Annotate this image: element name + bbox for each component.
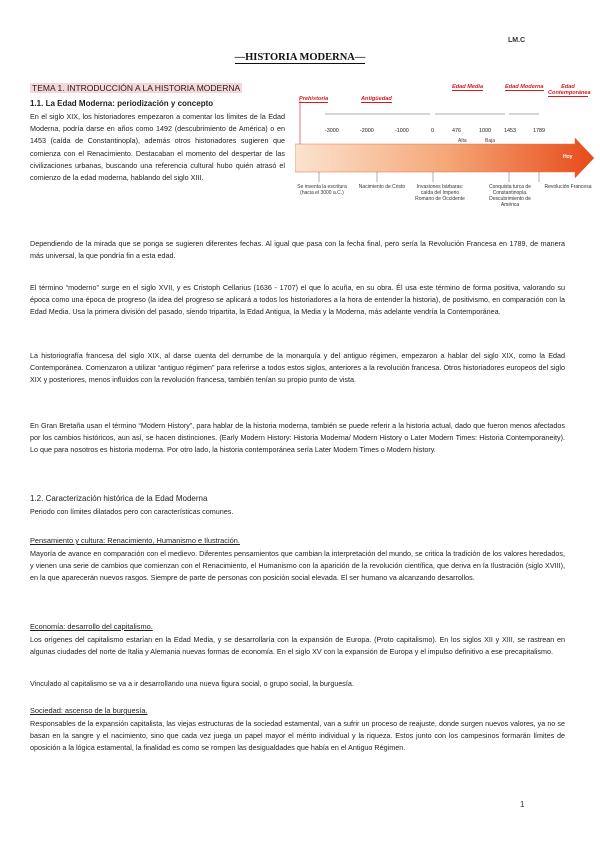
timeline-note: Se inventa la escritura (hacia el 3000 a.C.) — [297, 184, 347, 196]
document-title — [0, 52, 600, 63]
timeline-note: Revolución Francesa — [544, 184, 592, 190]
timeline-sub-alta: Alta — [458, 138, 467, 144]
page-number: 1 — [520, 800, 525, 809]
timeline-period-edad-media: Edad Media — [452, 84, 484, 90]
paragraph-termino-moderno: El término “moderno” surge en el siglo XVII, y es Cristoph Cellarius (1636 - 1707) el que lo acuña, en su obra. Él usa este término de forma positiva, valorando su época como una época de progreso (la idea del progreso se aplicará a todos los historiadores a la hora de entender la historia), de positivismo, en comparación con la Edad Media. Usa la primera división del pasado, siendo tripartita, la Edad Antigua, la Media y la Moderna, más adelante vendría la Contemporánea. — [30, 283, 565, 317]
subheading-pensamiento: Pensamiento y cultura: Renacimiento, Humanismo e Ilustración. — [30, 536, 240, 545]
timeline-period-contemporanea: Edad Contemporánea — [548, 84, 591, 96]
timeline-note: Invasiones bárbaras: caída del Imperio Romano de Occidente — [415, 184, 465, 202]
timeline-arrow-label: Hoy — [563, 154, 573, 160]
paragraph-pensamiento: Mayoría de avance en comparación con el medievo. Diferentes pensamientos que cambian la interpretación del mundo, se critica la tradición de los valores heredados, y vienen una serie de cambios que comienzan con el Renacimiento, el Humanismo con la aparición de la revolución científica, que deriva en la Ilustración (siglo XVIII), en la que aparecerán nuevos rasgos. Siempre de parte de personas con posición social elevada. El ser humano va alcanzando desarrollos. — [30, 549, 565, 583]
timeline-tick: 1000 — [479, 128, 491, 134]
timeline-tick: 476 — [452, 128, 461, 134]
paragraph-intro: En el siglo XIX, los historiadores empezaron a comentar los límites de la Edad Moderna, podría darse en años como 1492 (descubrimiento de América) o en 1453 (caída de Constantinopla), además otros historiadores sugieren que comienza con el Renacimiento. Destacaban el momento del despertar de las civilizaciones urbanas, buscando una referencia cultural hubo quién atrasó el comienzo de la edad moderna, hablando del siglo XIII. — [30, 112, 285, 183]
paragraph-fechas: Dependiendo de la mirada que se ponga se sugieren diferentes fechas. Al igual que pasa con la fecha final, pero sería la Revolución Francesa en 1789, de manera más universal, la que pondría fin a esta edad. — [30, 239, 565, 261]
timeline-note: Conquista turca de Constantinopla. Descubrimiento de América — [489, 184, 531, 208]
timeline-tick: 1453 — [504, 128, 516, 134]
paragraph-economia: Los orígenes del capitalismo estarían en la Edad Media, y se desarrollaría con la expansión de Europa. (Proto capitalismo). En los siglos XII y XIII, se rastrean en algunas ciudades del norte de Italia y Alemania nuevas formas de economía. En el siglo XV con la expansión de Europa y el impulso definitivo a ese precapitalismo. — [30, 635, 565, 657]
paragraph-periodo: Periodo con límites dilatados pero con características comunes. — [30, 507, 234, 516]
timeline-tick: 1789 — [533, 128, 545, 134]
tema-heading: TEMA 1. INTRODUCCIÓN A LA HISTORIA MODERNA — [32, 83, 241, 93]
paragraph-economia-burguesia: Vinculado al capitalismo se va a ir desarrollando una nueva figura social, o grupo social, la burguesía. — [30, 679, 354, 688]
timeline-tick: -3000 — [325, 128, 339, 134]
timeline-note: Nacimiento de Cristo — [358, 184, 406, 190]
subheading-economia: Economía: desarrollo del capitalismo. — [30, 622, 153, 631]
section-heading-1-1: 1.1. La Edad Moderna: periodización y concepto — [30, 99, 214, 108]
document-title-text: —HISTORIA MODERNA— — [234, 52, 366, 63]
author-initials: LM.C — [508, 37, 526, 44]
timeline-sub-baja: Baja — [485, 138, 496, 144]
timeline-period-antiguedad: Antigüedad — [361, 96, 392, 102]
timeline-tick: 0 — [431, 128, 434, 134]
paragraph-gran-bretana: En Gran Bretaña usan el término “Modern History”, para hablar de la historia moderna, también se puede referir a la historia actual, dado que fueron menos afectados por los cambios históricos, aun así, se hacen distinciones. (Early Modern History: Historia Moderna/ Modern History o Later Modern Times: Historia Contemporaneity). Lo que para nosotros es historia moderna. Por otro lado, la historia contemporánea sería Later Modern Times o Modern history. — [30, 421, 565, 455]
timeline-period-prehistoria: Prehistoria — [299, 96, 329, 102]
subheading-sociedad: Sociedad: ascenso de la burguesía. — [30, 706, 148, 715]
timeline-period-edad-moderna: Edad Moderna — [505, 84, 544, 90]
section-heading-1-2: 1.2. Caracterización histórica de la Edad Moderna — [30, 494, 208, 503]
timeline-figure — [295, 84, 595, 224]
paragraph-historiografia-francesa: La historiografía francesa del siglo XIX, al darse cuenta del derrumbe de la monarquía y del antiguo régimen, empezaron a hablar del siglo XIX, como la Edad Contemporánea. Comenzaron a utilizar “antiguo régimen” para referirse a todos estos siglos, anteriores a la revolución francesa. Otros historiadores europeos del siglo XIX y posteriores, menos influidos con la revolución francesa, también tenían su propio punto de vista. — [30, 351, 565, 385]
paragraph-sociedad: Responsables de la expansión capitalista, las viejas estructuras de la sociedad estamental, van a sufrir un proceso de reajuste, donde surgen nuevos valores, ya no se basan en la sangre y el nacimiento, sino que cada vez juega un papel mayor el mérito individual y la riqueza. Estos junto con los campesinos formarán límites de oposición a la lógica estamental, la finalidad es como se rompen las desigualdades que había en el Antiguo Régimen. — [30, 719, 565, 753]
timeline-tick: -2000 — [360, 128, 374, 134]
timeline-arrow-graphic — [295, 94, 595, 224]
timeline-tick: -1000 — [395, 128, 409, 134]
